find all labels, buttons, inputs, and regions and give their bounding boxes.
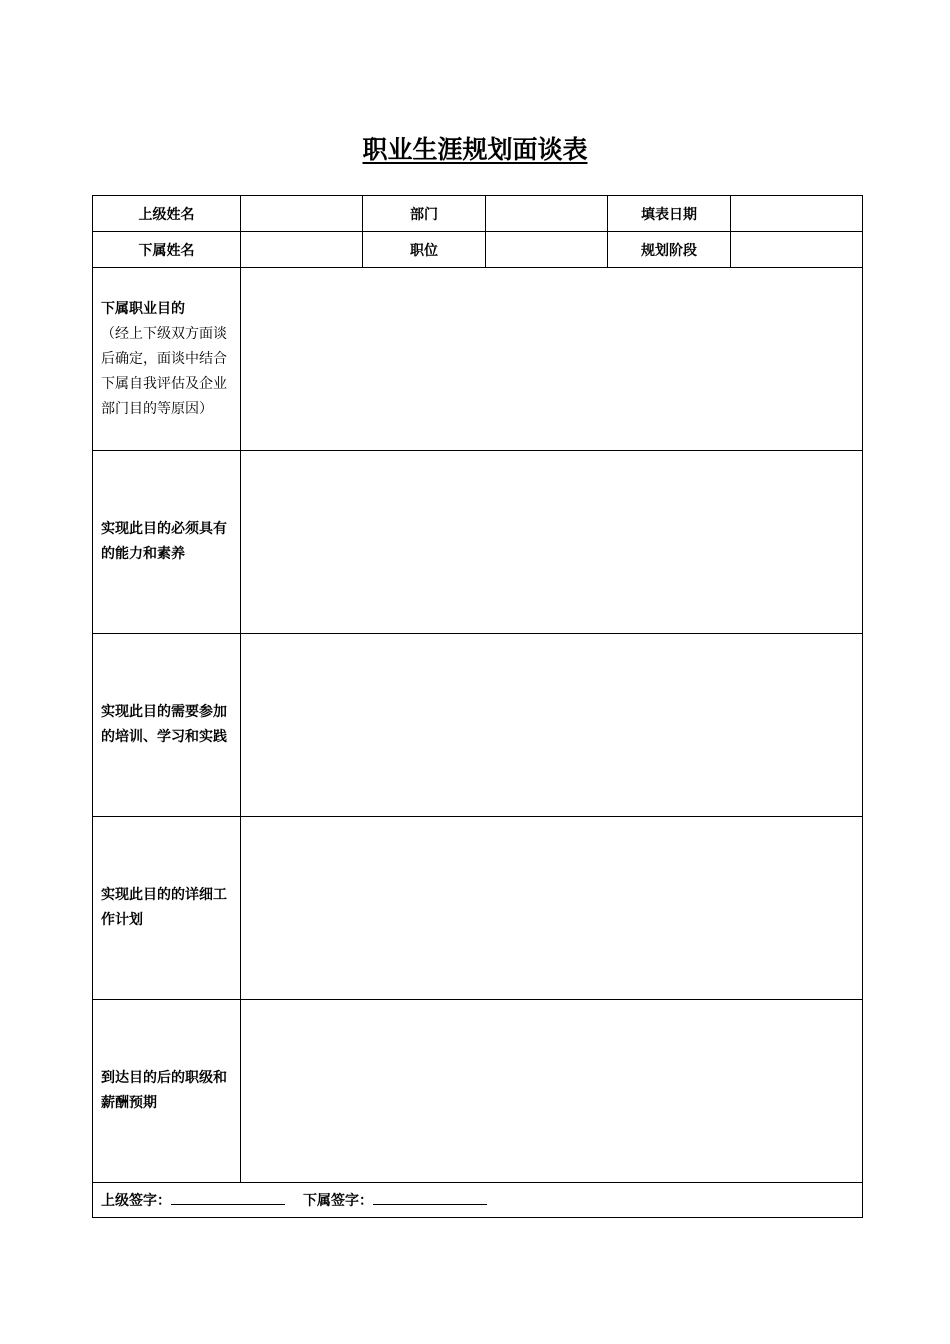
header-row-1 xyxy=(93,196,863,232)
planning-stage-label: 规划阶段 xyxy=(608,232,731,268)
superior-signature-label: 上级签字： xyxy=(101,1193,171,1209)
career-goal-label-cell xyxy=(93,268,241,451)
signature-cell xyxy=(93,1183,863,1218)
superior-signature-line[interactable] xyxy=(171,1190,285,1205)
position-field[interactable] xyxy=(486,232,608,268)
career-planning-form xyxy=(92,195,863,1218)
form-title-text: 职业生涯规划面谈表 xyxy=(362,135,588,164)
subordinate-name-label: 下属姓名 xyxy=(93,232,241,268)
department-label: 部门 xyxy=(363,196,486,232)
training-field[interactable] xyxy=(241,634,863,817)
subordinate-signature-line[interactable] xyxy=(373,1190,487,1205)
work-plan-label-cell xyxy=(93,817,241,1000)
department-field[interactable] xyxy=(486,196,608,232)
career-goal-field[interactable] xyxy=(241,268,863,451)
section-row-career-goal xyxy=(93,268,863,451)
subordinate-signature-label: 下属签字： xyxy=(303,1193,373,1209)
abilities-label-cell xyxy=(93,451,241,634)
work-plan-field[interactable] xyxy=(241,817,863,1000)
fill-date-label: 填表日期 xyxy=(608,196,731,232)
salary-expectation-label-cell xyxy=(93,1000,241,1183)
signature-row xyxy=(93,1183,863,1218)
superior-name-label: 上级姓名 xyxy=(93,196,241,232)
form-title xyxy=(0,132,950,168)
section-row-training xyxy=(93,634,863,817)
training-label: 实现此目的需要参加的培训、学习和实践 xyxy=(101,704,227,745)
section-row-abilities xyxy=(93,451,863,634)
training-label-cell xyxy=(93,634,241,817)
superior-name-field[interactable] xyxy=(241,196,363,232)
planning-stage-field[interactable] xyxy=(731,232,863,268)
fill-date-field[interactable] xyxy=(731,196,863,232)
section-row-salary-expectation xyxy=(93,1000,863,1183)
section-row-work-plan xyxy=(93,817,863,1000)
subordinate-name-field[interactable] xyxy=(241,232,363,268)
position-label: 职位 xyxy=(363,232,486,268)
salary-expectation-field[interactable] xyxy=(241,1000,863,1183)
abilities-field[interactable] xyxy=(241,451,863,634)
career-goal-label: 下属职业目的 xyxy=(101,300,185,317)
career-goal-note: （经上下级双方面谈后确定，面谈中结合下属自我评估及企业部门目的等原因） xyxy=(101,325,227,417)
header-row-2 xyxy=(93,232,863,268)
abilities-label: 实现此目的必须具有的能力和素养 xyxy=(101,521,227,562)
salary-expectation-label: 到达目的后的职级和薪酬预期 xyxy=(101,1070,227,1111)
work-plan-label: 实现此目的的详细工作计划 xyxy=(101,887,227,928)
